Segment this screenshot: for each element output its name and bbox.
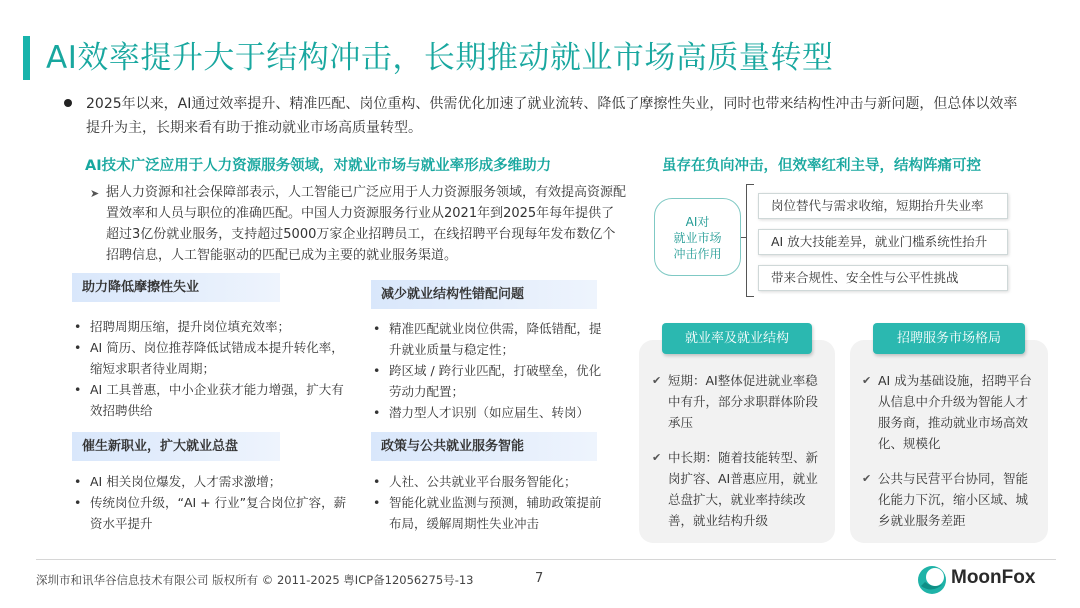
block-label-new-jobs: 催生新职业，扩大就业总盘: [72, 432, 280, 461]
block-label-friction: 助力降低摩擦性失业: [72, 273, 280, 302]
footer-divider: [36, 559, 1056, 560]
list-item: • 智能化就业监测与预测，辅助政策提前布局，缓解周期性失业冲击: [371, 492, 611, 534]
card-recruitment-title: 招聘服务市场格局: [873, 323, 1025, 354]
list-item: • AI 相关岗位爆发，人才需求激增；: [72, 471, 347, 492]
impact-box-1: 岗位替代与需求收缩，短期抬升失业率: [758, 193, 1008, 219]
page-title: AI效率提升大于结构冲击，长期推动就业市场高质量转型: [46, 40, 834, 76]
title-accent-bar: [23, 36, 30, 80]
block-list-policy: [371, 471, 611, 534]
block-list-friction: [72, 316, 347, 421]
bracket-top: [746, 184, 754, 185]
intro-bullet: [64, 99, 72, 107]
block-label-policy: 政策与公共就业服务智能: [371, 432, 597, 461]
check-item: ✔ 公共与民营平台协同，智能化能力下沉，缩小区域、城乡就业服务差距: [862, 468, 1038, 531]
bracket-bottom: [746, 296, 754, 297]
list-item: • 精准匹配就业岗位供需，降低错配，提升就业质量与稳定性；: [371, 318, 611, 360]
center-label-line: AI对: [685, 215, 710, 229]
impact-center-node: [654, 198, 741, 276]
list-item: • 潜力型人才识别（如应届生、转岗）: [371, 402, 611, 423]
block-list-new-jobs: [72, 471, 347, 534]
arrow-right-icon: ➤: [90, 187, 100, 200]
card-employment-title: 就业率及就业结构: [662, 323, 812, 354]
left-paragraph: 据人力资源和社会保障部表示，人工智能已广泛应用于人力资源服务领域，有效提高资源配置效率和人员与职位的准确匹配。中国人力资源服务行业从2021年到2025年每年提供了超过3亿份就业服务，支持超过5000万家企业招聘员工，在线招聘平台现每年发布数亿个招聘信息，人工智能驱动的匹配已成为主要的就业服务渠道。: [106, 185, 627, 263]
list-item: • 跨区域 / 跨行业匹配，打破壁垒，优化劳动力配置；: [371, 360, 611, 402]
list-item: • AI 简历、岗位推荐降低试错成本提升转化率，缩短求职者待业周期；: [72, 337, 347, 379]
footer-copyright: 深圳市和讯华谷信息技术有限公司 版权所有 © 2011-2025 粤ICP备12056275号-13: [36, 573, 474, 587]
brand-name: MoonFox: [951, 567, 1036, 588]
impact-box-3: 带来合规性、安全性与公平性挑战: [758, 265, 1008, 291]
list-item: • AI 工具普惠，中小企业获才能力增强，扩大有效招聘供给: [72, 379, 347, 421]
moonfox-logo-icon: [916, 564, 948, 596]
card-recruitment-list: [862, 370, 1038, 531]
center-label-line: 冲击作用: [673, 247, 722, 261]
check-item: ✔ AI 成为基础设施，招聘平台从信息中介升级为智能人才服务商，推动就业市场高效化、规模化: [862, 370, 1038, 454]
right-section-heading: 虽存在负向冲击，但效率红利主导，结构阵痛可控: [662, 158, 981, 174]
left-section-heading: AI技术广泛应用于人力资源服务领域，对就业市场与就业率形成多维助力: [85, 158, 552, 174]
block-label-mismatch: 减少就业结构性错配问题: [371, 280, 597, 309]
page-number: 7: [535, 571, 544, 586]
block-list-mismatch: [371, 318, 611, 423]
list-item: • 人社、公共就业平台服务智能化；: [371, 471, 611, 492]
list-item: • 传统岗位升级，“AI + 行业”复合岗位扩容，薪资水平提升: [72, 492, 347, 534]
check-item: ✔ 短期：AI整体促进就业率稳中有升，部分求职群体阶段承压: [652, 370, 824, 433]
bracket-vertical: [746, 184, 747, 297]
list-item: • 招聘周期压缩，提升岗位填充效率；: [72, 316, 347, 337]
check-item: ✔ 中长期：随着技能转型、新岗扩容、AI普惠应用，就业总盘扩大，就业率持续改善，就业结构升级: [652, 447, 824, 531]
center-label-line: 就业市场: [673, 231, 722, 245]
intro-text: 2025年以来，AI通过效率提升、精准匹配、岗位重构、供需优化加速了就业流转、降低了摩擦性失业，同时也带来结构性冲击与新问题，但总体以效率提升为主，长期来看有助于推动就业市场高质量转型。: [86, 96, 1018, 136]
card-employment-list: [652, 370, 824, 531]
impact-box-2: AI 放大技能差异，就业门槛系统性抬升: [758, 229, 1008, 255]
